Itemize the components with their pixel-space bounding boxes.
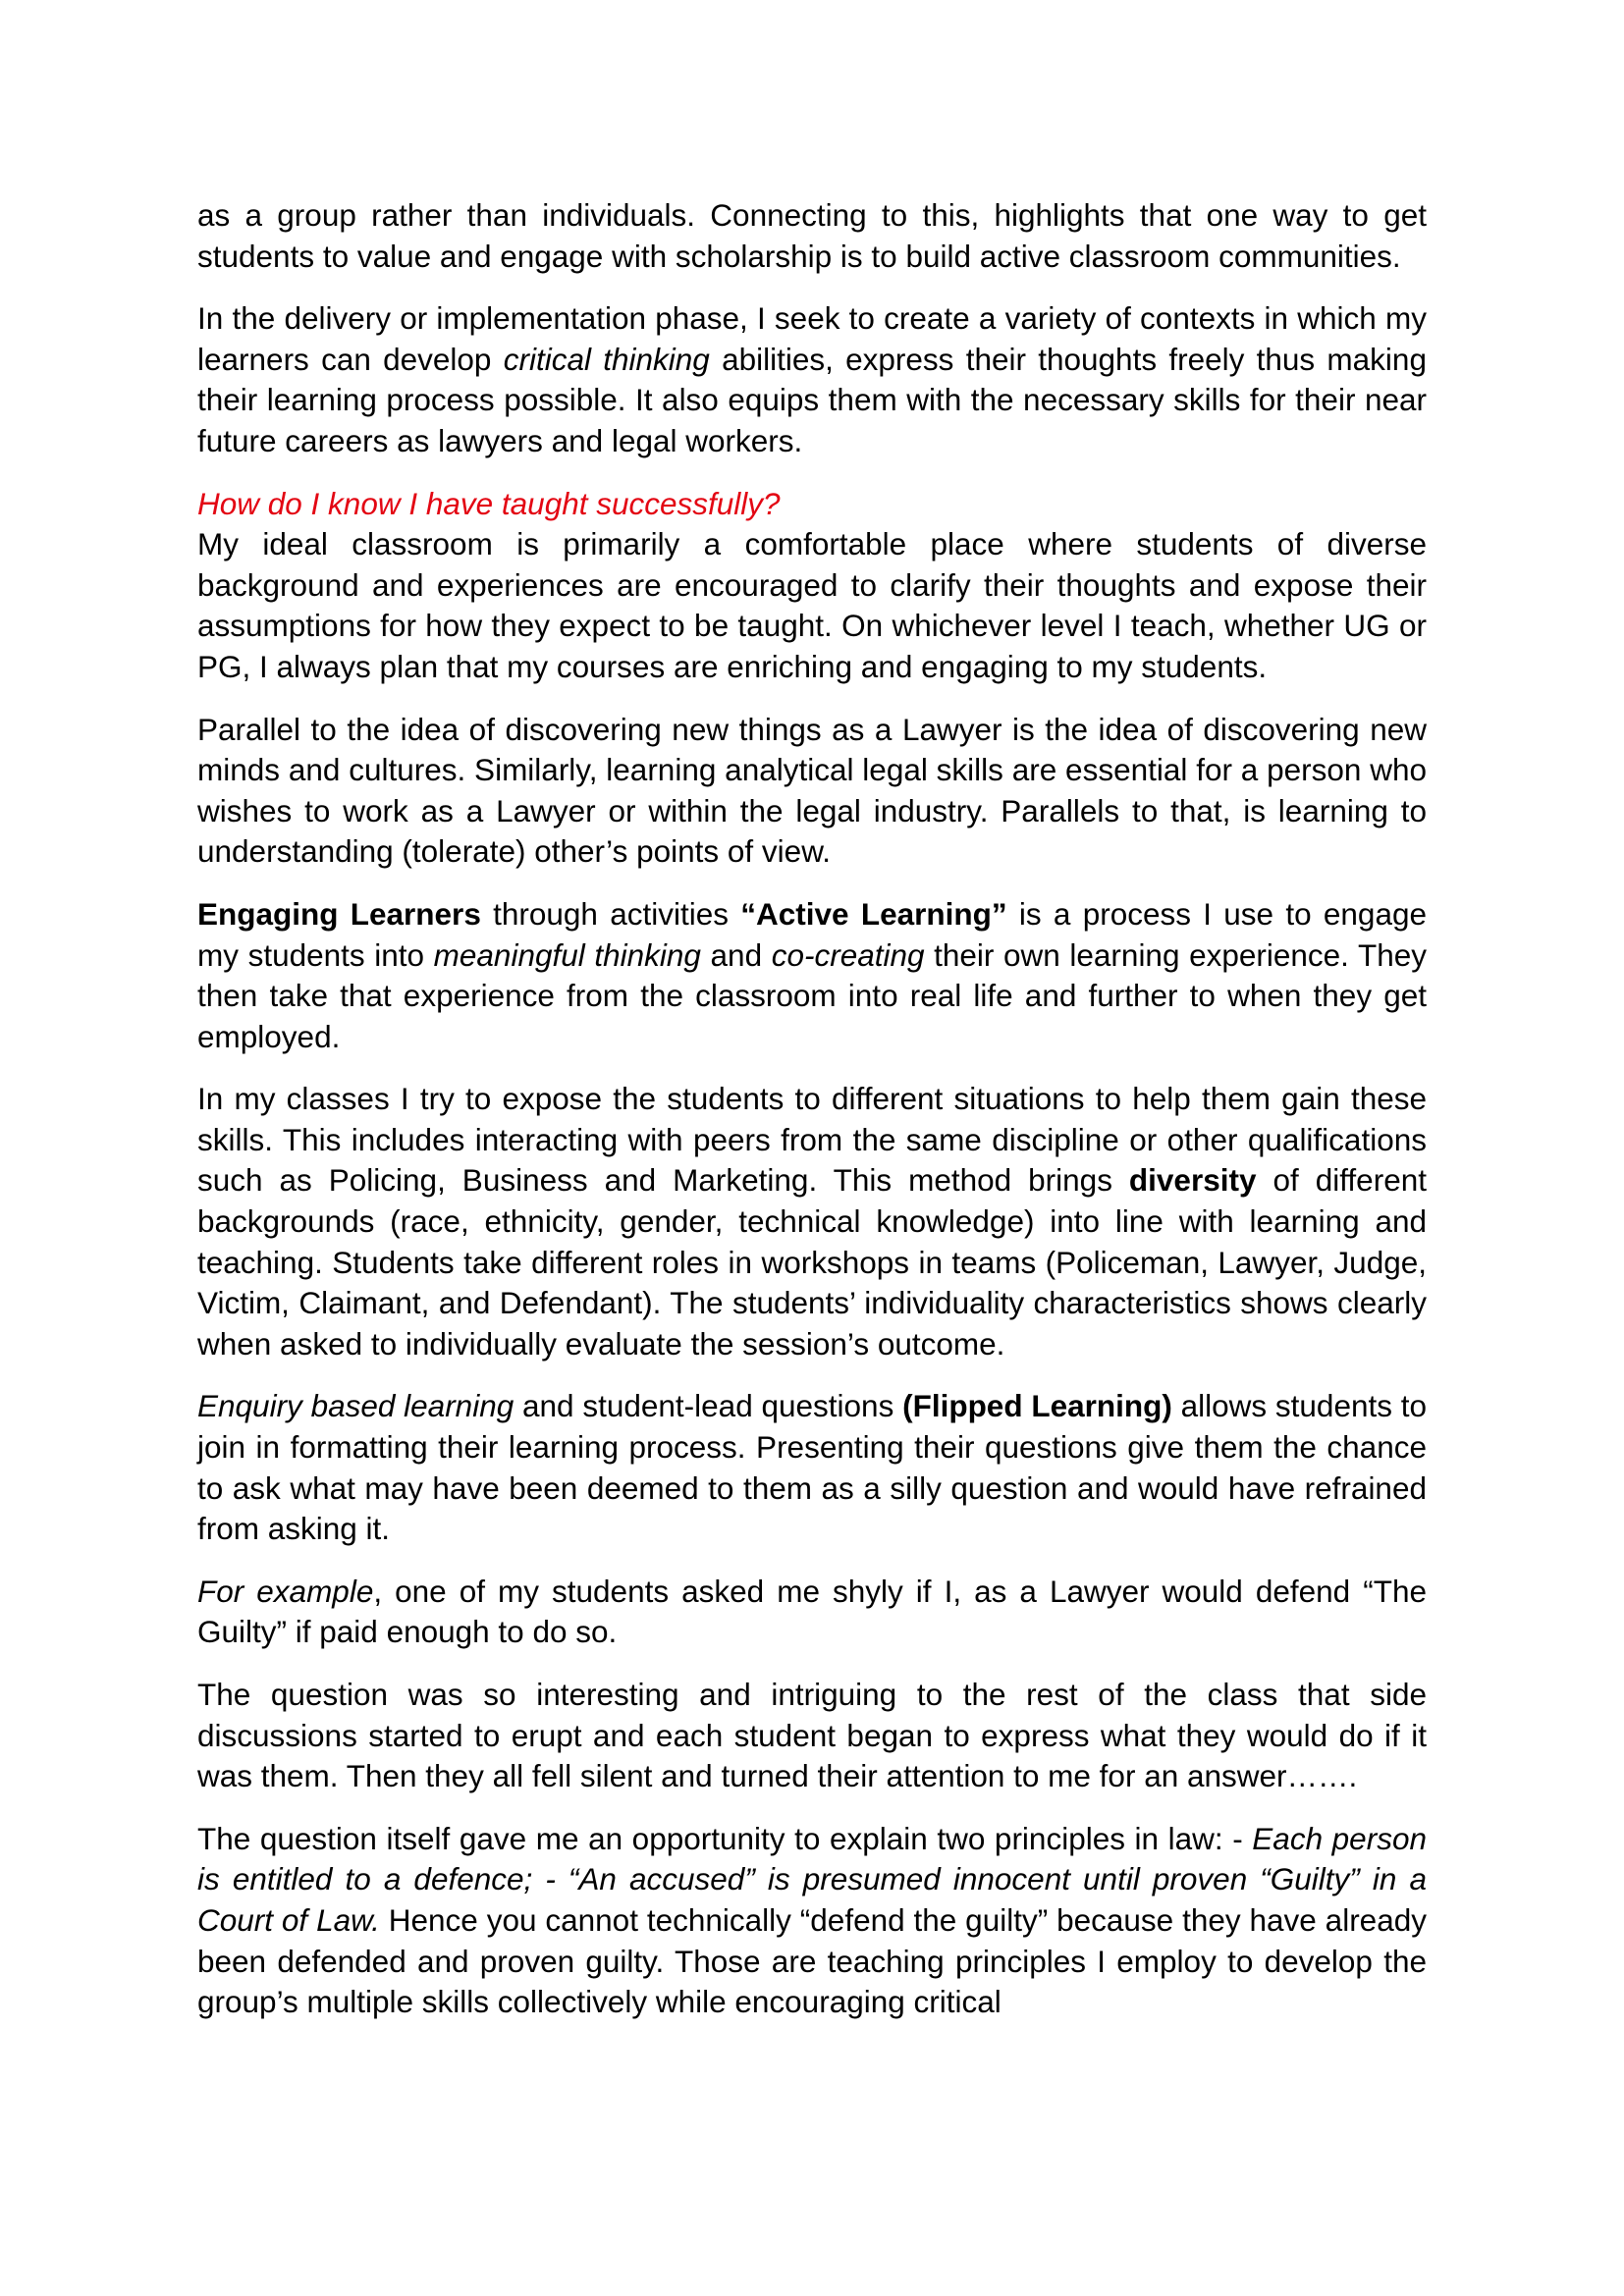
emphasis-legal-principles: Each person is entitled to a defence; - “An accused” is presumed innocent until proven “Guilty” in a Court of Law. [197,1820,1427,1938]
text-run: their own learning experience. They then take that experience from the classroom into real life and further to when they get employed. [197,936,1427,1054]
text-run: In the delivery or implementation phase, I seek to create a variety of contexts in which my learners can develop [197,300,1427,377]
text-run: and student-lead questions [514,1388,903,1424]
emphasis-enquiry-based-learning: Enquiry based learning [197,1388,514,1424]
text-run: In my classes I try to expose the students to different situations to help them gain these skills. This includes interacting with peers from the same discipline or other qualifications such as Policing, Business and Marketing. This method brings [197,1081,1427,1199]
paragraph-engaging-learners [197,894,1427,1057]
paragraph-group-communities [197,195,1427,277]
text-run: of different backgrounds (race, ethnicity, gender, technical knowledge) into line with learning and teaching. Students take different roles in workshops in teams (Policeman, Lawyer, Judge, Victim, Claimant, and Defendant). The students’ individuality characteristics shows clearly when asked to individually evaluate the session’s outcome. [197,1162,1427,1362]
text-run: and [700,936,772,973]
text-run: through activities [480,895,741,932]
emphasis-meaningful-thinking: meaningful thinking [433,936,701,973]
paragraph-my-classes [197,1079,1427,1364]
paragraph-for-example [197,1572,1427,1653]
text-run: is a process I use to engage my students into [197,895,1428,973]
paragraph-ideal-classroom [197,524,1427,687]
text-run: as a group rather than individuals. Connecting to this, highlights that one way to get students to value and engage with scholarship is to build active classroom communities. [197,197,1427,274]
section-heading: How do I know I have taught successfully? [197,485,781,521]
page-body [197,195,1427,2045]
paragraph-enquiry-based [197,1386,1427,1549]
text-run: abilities, express their thoughts freely thus making their learning process possible. It also equips them with the necessary skills for their near future careers as lawyers and legal workers. [197,341,1427,458]
bold-diversity: diversity [1128,1162,1257,1199]
text-run: , one of my students asked me shyly if I, as a Lawyer would defend “The Guilty” if paid enough to do so. [197,1573,1427,1650]
bold-engaging-learners: Engaging Learners [197,895,481,932]
bold-active-learning: “Active Learning” [740,895,1007,932]
paragraph-question-interesting [197,1675,1427,1797]
text-run: The question itself gave me an opportunity to explain two principles in law: - [197,1820,1253,1856]
bold-flipped-learning: (Flipped Learning) [902,1388,1172,1424]
text-run: Hence you cannot technically “defend the guilty” because they have already been defended and proven guilty. Those are teaching principles I employ to develop the group’s multiple skills collectively while encouraging critical [197,1901,1427,2020]
text-run: Parallel to the idea of discovering new things as a Lawyer is the idea of discovering new minds and cultures. Similarly, learning analytical legal skills are essential for a person who wishes to work as a Lawyer or within the legal industry. Parallels to that, is learning to understanding (tolerate) other’s points of view. [197,711,1427,870]
text-run: The question was so interesting and intriguing to the rest of the class that side discussions started to erupt and each student began to express what they would do if it was them. Then they all fell silent and turned their attention to me for an answer……. [197,1677,1427,1794]
text-run: My ideal classroom is primarily a comfortable place where students of diverse background and experiences are encouraged to clarify their thoughts and expose their assumptions for how they expect to be taught. On whichever level I teach, whether UG or PG, I always plan that my courses are enriching and engaging to my students. [197,526,1427,684]
paragraph-discovering [197,710,1427,873]
emphasis-critical-thinking: critical thinking [503,341,710,377]
paragraph-two-principles [197,1819,1427,2023]
emphasis-co-creating: co-creating [771,936,925,973]
paragraph-delivery-phase [197,298,1427,461]
emphasis-for-example: For example [197,1573,374,1609]
text-run: allows students to join in formatting their learning process. Presenting their questions give them the chance to ask what may have been deemed to them as a silly question and would have refrained from asking it. [197,1388,1428,1547]
